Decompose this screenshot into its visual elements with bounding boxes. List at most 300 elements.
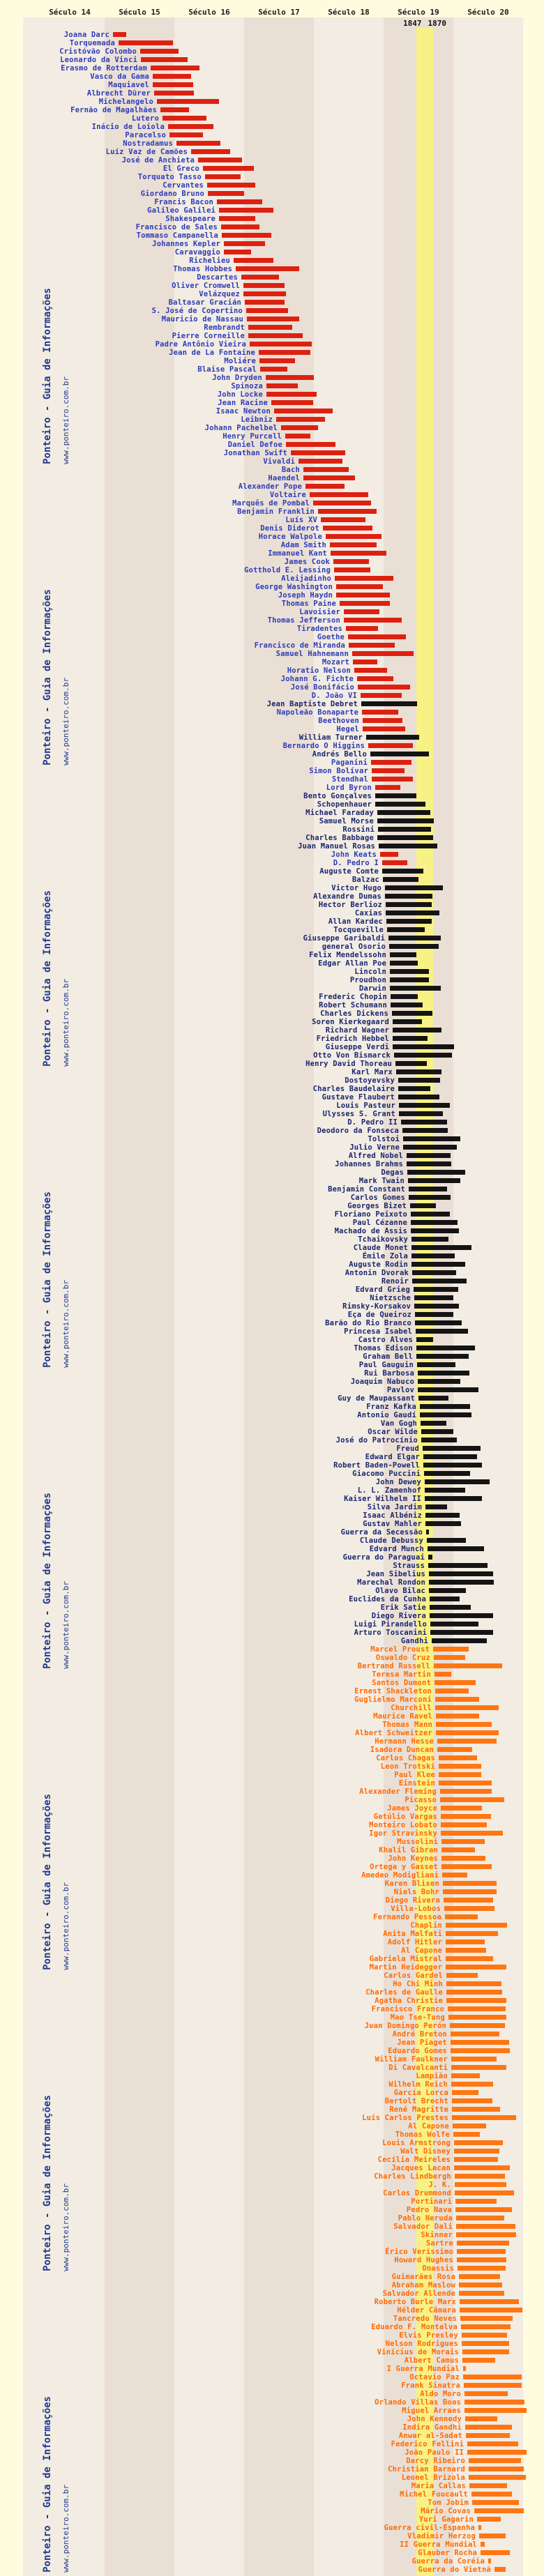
lifespan-bar (393, 1019, 422, 1024)
lifespan-bar (285, 434, 310, 439)
lifespan-bar (276, 417, 325, 422)
person-name-label: Guerra civil-Espanha (384, 2524, 475, 2532)
lifespan-bar (451, 2048, 510, 2053)
person-name-label: Charles Dickens (320, 1009, 388, 1018)
lifespan-bar (415, 1320, 462, 1325)
lifespan-bar (439, 1781, 492, 1785)
person-name-label: Albrecht Dürer (86, 89, 151, 98)
person-name-label: Bento Gonçalves (303, 792, 372, 800)
lifespan-bar (439, 1764, 481, 1769)
lifespan-bar (446, 1956, 493, 1961)
lifespan-bar (460, 2316, 513, 2321)
person-name-label: Marechal Rondon (357, 1578, 425, 1587)
person-name-label: Guimarães Rosa (391, 2273, 455, 2281)
lifespan-bar (344, 609, 379, 614)
person-name-label: Michel Foucault (400, 2490, 468, 2499)
lifespan-bar (336, 584, 383, 589)
lifespan-bar (460, 2299, 519, 2304)
lifespan-bar (465, 2416, 497, 2421)
lifespan-bar (481, 2550, 510, 2555)
lifespan-bar (372, 777, 413, 782)
band-end-year: 1870 (428, 19, 446, 28)
lifespan-bar (207, 183, 255, 188)
person-name-label: Claude Monet (353, 1244, 408, 1252)
person-name-label: Émile Zola (362, 1252, 408, 1260)
branding-title: Ponteiro - Guia de Informações (42, 890, 53, 1067)
person-name-label: Gandhi (400, 1637, 428, 1645)
person-name-label: Abraham Maslow (391, 2281, 455, 2289)
lifespan-bar (335, 576, 393, 581)
lifespan-bar (416, 1337, 433, 1342)
lifespan-bar (436, 1714, 479, 1718)
lifespan-bar (454, 2157, 498, 2162)
person-name-label: Horace Walpole (258, 533, 322, 541)
person-name-label: Fernando Pessoa (373, 1913, 441, 1921)
person-name-label: Graham Bell (363, 1352, 413, 1361)
lifespan-bar (456, 2224, 515, 2229)
lifespan-bar (434, 1663, 502, 1668)
lifespan-bar (393, 1028, 441, 1032)
century-label: Século 18 (328, 8, 370, 17)
lifespan-bar (396, 1069, 441, 1074)
person-row (0, 2273, 544, 2281)
lifespan-bar (428, 1546, 484, 1551)
person-row (0, 47, 544, 56)
lifespan-bar (474, 2508, 524, 2513)
lifespan-bar (445, 1914, 478, 1919)
branding-title: Ponteiro - Guia de Informações (42, 589, 53, 765)
lifespan-bar (385, 885, 443, 890)
person-name-label: Thomas Mann (382, 1721, 432, 1729)
person-name-label: Caxias (354, 909, 382, 917)
person-name-label: Franz Kafka (366, 1403, 416, 1411)
lifespan-bar (243, 291, 286, 296)
lifespan-bar (428, 1555, 432, 1560)
person-row (0, 73, 544, 81)
person-name-label: Orlando Villas Boas (375, 2398, 461, 2407)
lifespan-bar (370, 752, 429, 756)
person-name-label: Vasco da Gama (90, 73, 149, 81)
person-name-label: Princesa Isabel (344, 1327, 412, 1336)
lifespan-bar (407, 1153, 451, 1158)
century-label: Século 17 (258, 8, 300, 17)
person-name-label: Hector Berlioz (318, 901, 382, 909)
lifespan-bar (426, 1530, 429, 1534)
person-name-label: D. Pedro I (333, 859, 379, 867)
person-name-label: Van Gogh (380, 1419, 417, 1428)
person-name-label: Jacques Lacan (391, 2164, 451, 2172)
lifespan-bar (157, 99, 219, 104)
person-name-label: George Washington (255, 583, 333, 591)
lifespan-bar (266, 375, 314, 380)
lifespan-bar (452, 2090, 478, 2095)
person-name-label: Ortega y Gasset (370, 1863, 438, 1871)
person-name-label: John Kennedy (407, 2415, 462, 2423)
century-label: Século 14 (49, 8, 91, 17)
person-name-label: Albert Schweitzer (355, 1729, 432, 1737)
person-name-label: Tolstoi (368, 1135, 400, 1143)
person-name-label: Francis Bacon (154, 198, 213, 206)
person-name-label: Otto Von Bismarck (313, 1051, 391, 1060)
lifespan-bar (398, 1086, 430, 1091)
lifespan-bar (440, 1789, 492, 1794)
lifespan-bar (363, 718, 402, 723)
person-name-label: Eduardo F. Montalva (371, 2323, 458, 2331)
person-name-label: Edvard Grieg (355, 1286, 410, 1294)
person-name-label: Wilhelm Reich (388, 2080, 448, 2089)
lifespan-bar (393, 1036, 428, 1041)
person-name-label: I Guerra Mundial (386, 2365, 460, 2373)
person-name-label: John Keats (331, 851, 377, 859)
person-name-label: Moliére (224, 357, 256, 365)
lifespan-bar (398, 1095, 439, 1099)
lifespan-bar (390, 961, 418, 966)
person-name-label: Gabriela Mistral (369, 1955, 442, 1963)
lifespan-bar (336, 593, 390, 597)
person-name-label: Lampião (416, 2072, 448, 2080)
lifespan-bar (451, 2040, 509, 2045)
person-name-label: Rembrandt (204, 323, 245, 332)
lifespan-bar (208, 191, 244, 196)
person-name-label: Marcel Proust (370, 1645, 430, 1654)
person-name-label: Lincoln (354, 968, 386, 976)
person-row (0, 466, 544, 474)
person-name-label: Santos Dumont (372, 1679, 431, 1687)
lifespan-bar (348, 634, 406, 639)
lifespan-bar (441, 1847, 475, 1852)
person-name-label: Victor Hugo (331, 884, 381, 892)
person-name-label: Jean Racine (218, 399, 268, 407)
person-name-label: Pedro Nava (406, 2206, 452, 2214)
person-name-label: Giuseppe Verdi (325, 1043, 389, 1051)
lifespan-bar (221, 224, 259, 229)
lifespan-bar (455, 2182, 506, 2187)
person-name-label: Spinoza (231, 382, 263, 390)
person-name-label: Napoleão Bonaparte (276, 708, 358, 717)
person-name-label: Frederic Chopin (319, 993, 387, 1001)
lifespan-bar (375, 785, 400, 790)
lifespan-bar (119, 40, 173, 45)
lifespan-bar (243, 283, 285, 288)
lifespan-bar (222, 233, 271, 238)
branding-url: www.ponteiro.com.br (61, 678, 70, 765)
lifespan-bar (456, 2216, 504, 2220)
lifespan-bar (457, 2257, 506, 2262)
person-name-label: Deodoro da Fonseca (317, 1127, 399, 1135)
person-name-label: Skinner (421, 2231, 453, 2239)
person-name-label: Giacomo Puccini (352, 1470, 421, 1478)
branding-block (0, 474, 91, 765)
lifespan-bar (323, 526, 372, 531)
branding-url: www.ponteiro.com.br (61, 1581, 70, 1669)
person-row (0, 98, 544, 106)
person-name-label: Aldo Moro (420, 2390, 461, 2398)
person-name-label: William Faulkner (375, 2055, 448, 2064)
person-name-label: Alfred Nobel (348, 1152, 403, 1160)
person-row (0, 148, 544, 156)
lifespan-bar (411, 1253, 455, 1258)
person-name-label: Thomas Paine (281, 600, 336, 608)
person-name-label: Agatha Christie (375, 1997, 443, 2005)
lifespan-bar (420, 1412, 471, 1417)
person-name-label: Federico Fellini (391, 2440, 464, 2448)
lifespan-bar (163, 116, 206, 121)
person-name-label: Alexander Fleming (359, 1788, 437, 1796)
lifespan-bar (377, 818, 434, 823)
lifespan-bar (427, 1538, 466, 1543)
person-name-label: Julio Verne (349, 1143, 400, 1152)
lifespan-bar (439, 1772, 481, 1777)
person-name-label: II Guerra Mundial (400, 2540, 477, 2549)
lifespan-bar (402, 1128, 448, 1133)
person-name-label: Roberto Burle Marx (374, 2298, 456, 2306)
person-name-label: Auguste Comte (319, 867, 379, 876)
person-name-label: James Joyce (387, 1804, 437, 1813)
lifespan-bar (153, 74, 191, 79)
person-name-label: Albert Camus (404, 2356, 459, 2365)
person-name-label: Tom Jobim (428, 2499, 469, 2507)
lifespan-bar (176, 141, 220, 146)
lifespan-bar (391, 1003, 423, 1007)
person-name-label: Lavoisier (299, 608, 340, 616)
person-name-label: Alexandre Dumas (313, 892, 381, 901)
lifespan-bar (326, 534, 381, 539)
person-name-label: Rimsky-Korsakov (342, 1302, 411, 1311)
person-name-label: Baltasar Gracián (168, 298, 241, 307)
lifespan-bar (203, 166, 254, 171)
lifespan-bar (340, 601, 390, 606)
person-name-label: Leonardo da Vinci (60, 56, 137, 64)
person-name-label: Torquato Tasso (137, 173, 202, 181)
person-name-label: Paul Klee (394, 1771, 435, 1779)
lifespan-bar (140, 49, 179, 54)
person-name-label: Haendel (268, 474, 300, 482)
person-name-label: Carlos Chagas (376, 1754, 435, 1762)
person-name-label: Diego Rivera (385, 1896, 440, 1905)
person-name-label: Tocqueville (333, 926, 384, 934)
lifespan-bar (386, 902, 432, 907)
person-name-label: J. K. (428, 2181, 451, 2189)
lifespan-bar (333, 559, 369, 564)
lifespan-bar (313, 501, 371, 505)
lifespan-bar (453, 2132, 480, 2137)
lifespan-bar (436, 1722, 492, 1727)
lifespan-bar (452, 2098, 492, 2103)
lifespan-bar (321, 517, 365, 522)
person-name-label: Isaac Newton (216, 407, 271, 416)
lifespan-bar (217, 199, 262, 204)
person-name-label: Claude Debussy (359, 1537, 423, 1545)
lifespan-bar (274, 409, 333, 413)
branding-url: www.ponteiro.com.br (61, 2183, 70, 2271)
person-name-label: Vivaldi (263, 457, 295, 466)
person-name-label: Gustav Mahler (363, 1520, 422, 1528)
person-name-label: Monteiro Lobato (369, 1821, 437, 1829)
person-name-label: John Locke (217, 390, 263, 399)
lifespan-bar (441, 1856, 485, 1861)
person-name-label: John Dewey (375, 1478, 421, 1486)
lifespan-bar (467, 2441, 518, 2446)
lifespan-bar (310, 492, 368, 497)
lifespan-bar (451, 2065, 506, 2070)
person-name-label: Érico Veríssimo (385, 2248, 453, 2256)
person-name-label: Giuseppe Garibaldi (303, 934, 385, 943)
lifespan-bar (455, 2207, 512, 2212)
person-name-label: Luíz Vaz de Camões (105, 148, 188, 156)
person-name-label: Joseph Haydn (278, 591, 333, 600)
lifespan-bar (469, 2483, 507, 2488)
person-name-label: Benjamin Constant (328, 1185, 405, 1194)
person-name-label: João Paulo II (405, 2448, 464, 2457)
branding-block (0, 775, 91, 1067)
person-name-label: Erasmo de Rotterdam (61, 64, 147, 73)
person-name-label: Henry Purcell (222, 432, 282, 441)
person-name-label: Jonathan Swift (223, 449, 287, 457)
lifespan-bar (266, 392, 317, 397)
person-name-label: Bertrand Russell (357, 1662, 430, 1670)
lifespan-bar (330, 542, 377, 547)
lifespan-bar (481, 2542, 485, 2547)
lifespan-bar (467, 2450, 527, 2455)
lifespan-bar (451, 2073, 480, 2078)
person-name-label: Maquiavel (108, 81, 149, 89)
lifespan-bar (259, 358, 295, 363)
person-name-label: Salvador Allende (382, 2289, 455, 2298)
person-name-label: Mozart (322, 658, 349, 666)
lifespan-bar (455, 2199, 497, 2204)
lifespan-bar (430, 1613, 493, 1618)
person-name-label: Fernão de Magalhães (70, 106, 157, 114)
person-name-label: Proudhon (349, 976, 386, 984)
person-name-label: Richelieu (189, 257, 230, 265)
person-name-label: Paganini (331, 759, 368, 767)
person-name-label: Oscar Wilde (368, 1428, 418, 1436)
person-name-label: Johann G. Fichte (280, 675, 354, 683)
person-name-label: Amedeo Modigliani (361, 1871, 439, 1880)
person-name-label: Samuel Morse (319, 817, 374, 825)
person-name-label: Glauber Rocha (418, 2549, 477, 2557)
person-name-label: Immanuel Kant (268, 549, 327, 558)
person-name-label: D. Pedro II (347, 1118, 398, 1127)
lifespan-bar (358, 685, 410, 689)
lifespan-bar (469, 2475, 526, 2480)
lifespan-bar (446, 1948, 486, 1953)
lifespan-bar (436, 1730, 499, 1735)
lifespan-bar (403, 1136, 460, 1141)
person-name-label: Frank Sinatra (401, 2381, 460, 2390)
person-name-label: Beethoven (318, 717, 359, 725)
person-row (0, 767, 544, 775)
lifespan-bar (429, 1588, 466, 1593)
lifespan-bar (462, 2349, 509, 2354)
person-name-label: Joaquim Nabuco (350, 1378, 414, 1386)
branding-block (0, 1679, 91, 1970)
lifespan-bar (303, 475, 355, 480)
person-row (0, 56, 544, 64)
lifespan-bar (429, 1571, 493, 1576)
lifespan-bar (390, 977, 429, 982)
person-name-label: Michelangelo (98, 98, 153, 106)
person-name-label: Johann Pachelbel (204, 424, 278, 432)
person-name-label: Luigi Pirandello (354, 1620, 427, 1629)
person-name-label: Antonio Gaudí (357, 1411, 416, 1419)
lifespan-bar (191, 149, 230, 154)
lifespan-bar (219, 208, 273, 213)
person-row (0, 165, 544, 173)
lifespan-bar (446, 1931, 498, 1936)
lifespan-bar (411, 1245, 471, 1250)
person-name-label: Friedrich Hebbel (316, 1035, 389, 1043)
person-name-label: Padre Antônio Vieira (155, 340, 246, 349)
lifespan-bar (456, 2232, 516, 2237)
person-name-label: Johannes Brahms (335, 1160, 403, 1168)
person-row (0, 106, 544, 114)
person-name-label: Mauricio de Nassau (161, 315, 243, 323)
lifespan-bar (386, 910, 439, 915)
person-name-label: Onassis (422, 2264, 454, 2273)
lifespan-bar (224, 250, 251, 254)
lifespan-bar (457, 2241, 509, 2246)
lifespan-bar (418, 1371, 469, 1375)
person-name-label: Igor Stravinsky (369, 1829, 437, 1838)
person-name-label: Renoir (381, 1277, 409, 1286)
person-name-label: Darcy Ribeiro (406, 2457, 465, 2465)
person-name-label: Silva Jardim (367, 1503, 422, 1511)
branding-url: www.ponteiro.com.br (61, 376, 70, 464)
lifespan-bar (375, 793, 416, 798)
lifespan-bar (444, 1906, 494, 1911)
person-name-label: Machado de Assis (334, 1227, 407, 1235)
person-name-label: Gotthold E. Lessing (244, 566, 331, 574)
lifespan-bar (459, 2282, 502, 2287)
lifespan-bar (435, 1705, 499, 1710)
lifespan-bar (440, 1797, 504, 1802)
person-name-label: John Dryden (212, 374, 262, 382)
person-name-label: Stendhal (331, 775, 368, 784)
lifespan-bar (411, 1237, 448, 1242)
person-name-label: Jean Sibelius (366, 1570, 425, 1578)
person-name-label: Hegel (336, 725, 359, 733)
person-name-label: Guerra da Coréia (411, 2557, 485, 2566)
branding-title: Ponteiro - Guia de Informações (42, 1794, 53, 1970)
person-name-label: Hélder Câmara (397, 2306, 456, 2315)
lifespan-bar (450, 2023, 505, 2028)
person-name-label: Niels Bohr (393, 1888, 439, 1896)
lifespan-bar (454, 2165, 510, 2170)
person-name-label: Goethe (317, 633, 345, 641)
person-name-label: Adam Smith (280, 541, 326, 549)
person-name-label: Guerra da Secessão (340, 1528, 423, 1537)
person-name-label: Arturo Toscanini (354, 1629, 427, 1637)
lifespan-bar (260, 367, 287, 372)
person-name-label: Bernardo O Higgins (282, 742, 365, 750)
lifespan-bar (455, 2190, 514, 2195)
lifespan-bar (395, 1061, 427, 1066)
person-name-label: John Keynes (388, 1854, 438, 1863)
lifespan-bar (430, 1596, 460, 1601)
lifespan-bar (452, 2115, 516, 2120)
person-name-label: Pavlov (386, 1386, 414, 1394)
lifespan-bar (446, 1981, 501, 1986)
person-row (0, 131, 544, 139)
person-name-label: Indira Gandhi (402, 2423, 462, 2432)
lifespan-bar (394, 1053, 452, 1058)
person-name-label: Thomas Wolfe (395, 2131, 450, 2139)
person-name-label: García Lorca (393, 2089, 448, 2097)
lifespan-bar (168, 124, 213, 129)
lifespan-bar (451, 2082, 493, 2087)
lifespan-bar (451, 2032, 499, 2036)
